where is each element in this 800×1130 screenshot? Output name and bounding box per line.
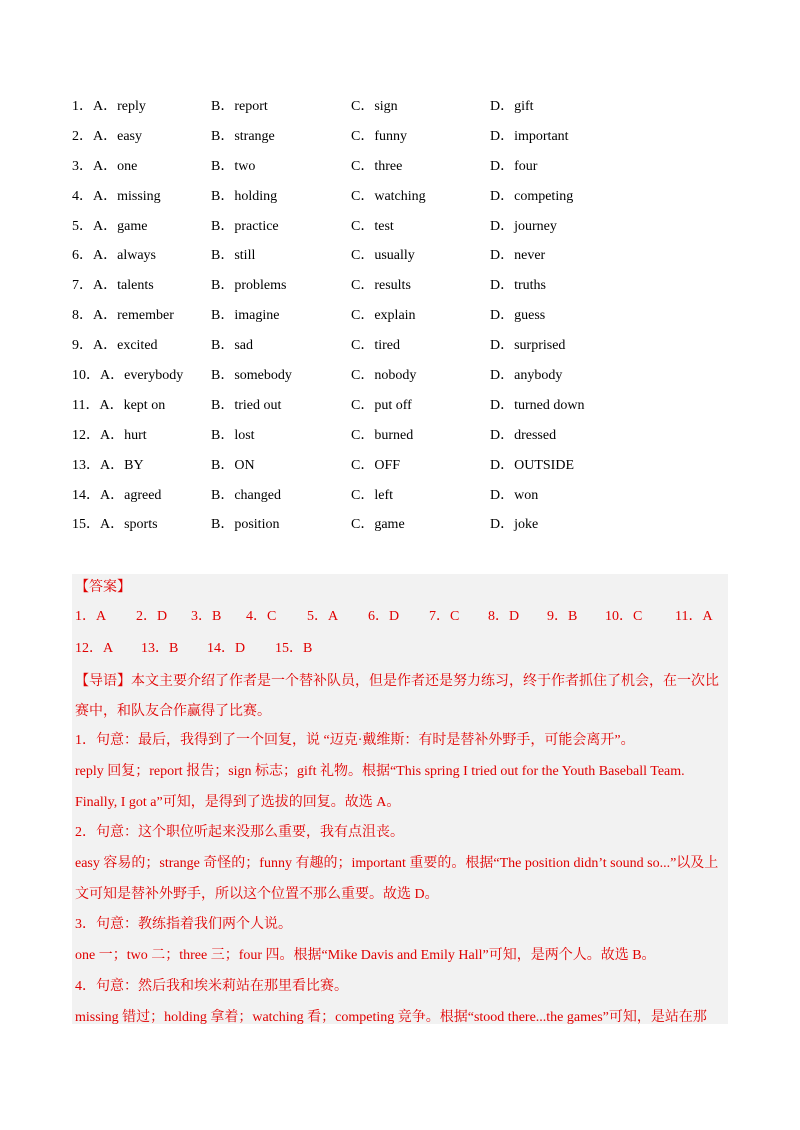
question-number: 15． — [72, 517, 100, 533]
option-row — [72, 122, 732, 152]
explanation-line: 2．句意：这个职位听起来没那么重要，我有点沮丧。 — [75, 825, 404, 840]
option-a — [72, 518, 158, 532]
question-number: 1． — [72, 98, 93, 114]
option-row — [72, 182, 732, 212]
question-number: 7． — [72, 278, 93, 294]
option-d: D．important — [490, 128, 569, 144]
explanation-line: 1．句意：最后，我得到了一个回复，说 “迈克·戴维斯：有时是替补外野手，可能会离开”。 — [75, 733, 635, 748]
option-row — [72, 361, 732, 391]
answer-key: 11．A — [675, 609, 713, 624]
question-number: 3． — [72, 158, 93, 174]
option-c: C．explain — [351, 308, 416, 324]
explanation-line: easy 容易的；strange 奇怪的；funny 有趣的；important 重要的。根据“The position didn’t sound so...”以及上 — [75, 856, 719, 871]
option-c: C．three — [351, 158, 403, 174]
option-b: B．position — [211, 517, 280, 533]
option-c: C．left — [351, 487, 393, 503]
options-list — [72, 92, 732, 540]
option-row — [72, 271, 732, 301]
option-d: D．joke — [490, 517, 539, 533]
answer-key: 15．B — [275, 641, 313, 656]
option-row — [72, 391, 732, 421]
option-a-text: A．hurt — [100, 427, 147, 443]
answer-section — [72, 574, 728, 1024]
explanation-line: reply 回复；report 报告；sign 标志；gift 礼物。根据“This spring I tried out for the Youth Baseball Team. — [75, 764, 685, 779]
question-number: 9． — [72, 338, 93, 354]
option-a-text: A．missing — [93, 188, 161, 204]
option-b: B．report — [211, 98, 268, 114]
option-b: B．tried out — [211, 397, 282, 413]
answer-key: 3．B — [191, 609, 222, 624]
option-a-text: A．kept on — [99, 397, 166, 413]
option-row — [72, 92, 732, 122]
answer-key: 2．D — [136, 609, 168, 624]
option-b: B．lost — [211, 427, 255, 443]
option-d: D．competing — [490, 188, 574, 204]
option-d: D．gift — [490, 98, 534, 114]
explanation-line: one 一；two 二；three 三；four 四。根据“Mike Davis and Emily Hall”可知，是两个人。故选 B。 — [75, 948, 656, 963]
option-row — [72, 152, 732, 182]
option-b: B．problems — [211, 278, 287, 294]
option-b: B．still — [211, 248, 256, 264]
answer-key: 14．D — [207, 641, 246, 656]
option-a-text: A．excited — [93, 338, 158, 354]
option-a-text: A．reply — [93, 98, 146, 114]
option-a-text: A．everybody — [100, 367, 184, 383]
option-c: C．watching — [351, 188, 426, 204]
answer-key: 10．C — [605, 609, 643, 624]
option-b: B．changed — [211, 487, 281, 503]
option-a — [72, 309, 174, 323]
option-b: B．sad — [211, 338, 253, 354]
option-row — [72, 301, 732, 331]
option-row — [72, 481, 732, 511]
answer-key: 4．C — [246, 609, 277, 624]
option-a-text: A．always — [93, 248, 156, 264]
option-b: B．imagine — [211, 308, 280, 324]
option-c: C．burned — [351, 427, 414, 443]
option-a — [72, 339, 158, 353]
option-row — [72, 451, 732, 481]
question-number: 2． — [72, 128, 93, 144]
option-a — [72, 279, 154, 293]
option-row — [72, 212, 732, 242]
option-b: B．ON — [211, 457, 255, 473]
option-c: C．put off — [351, 397, 412, 413]
option-a — [72, 369, 183, 383]
option-d: D．turned down — [490, 397, 585, 413]
question-number: 4． — [72, 188, 93, 204]
option-c: C．sign — [351, 98, 398, 114]
option-d: D．truths — [490, 278, 546, 294]
question-number: 8． — [72, 308, 93, 324]
explanation-line: Finally, I got a”可知，是得到了选拔的回复。故选 A。 — [75, 795, 401, 810]
option-c: C．funny — [351, 128, 407, 144]
option-c: C．results — [351, 278, 411, 294]
option-row — [72, 421, 732, 451]
option-a — [72, 459, 144, 473]
option-d: D．dressed — [490, 427, 557, 443]
answer-key: 13．B — [141, 641, 179, 656]
option-d: D．anybody — [490, 367, 563, 383]
option-b: B．somebody — [211, 367, 292, 383]
option-a — [72, 190, 161, 204]
question-number: 10． — [72, 367, 100, 383]
explanation-line: 文可知是替补外野手，所以这个位置不那么重要。故选 D。 — [75, 887, 439, 902]
option-a — [72, 249, 156, 263]
answer-key: 7．C — [429, 609, 460, 624]
intro-paragraph: 【导语】本文主要介绍了作者是一个替补队员，但是作者还是努力练习，终于作者抓住了机会，在一次比赛中，和队友合作赢得了比赛。 — [75, 674, 719, 719]
answer-key: 9．B — [547, 609, 578, 624]
option-row — [72, 510, 732, 540]
option-b: B．holding — [211, 188, 278, 204]
option-d: D．journey — [490, 218, 557, 234]
option-a — [72, 220, 147, 234]
question-number: 11． — [72, 397, 100, 413]
option-a-text: A．sports — [100, 517, 158, 533]
option-d: D．four — [490, 158, 538, 174]
option-a — [72, 399, 165, 413]
option-d: D．never — [490, 248, 546, 264]
option-a-text: A．talents — [93, 278, 154, 294]
answer-key: 12．A — [75, 641, 114, 656]
question-number: 13． — [72, 457, 100, 473]
option-c: C．nobody — [351, 367, 417, 383]
option-a-text: A．easy — [93, 128, 142, 144]
option-a-text: A．one — [93, 158, 138, 174]
explanation-line: 3．句意：教练指着我们两个人说。 — [75, 917, 292, 932]
option-b: B．two — [211, 158, 256, 174]
option-a-text: A．remember — [93, 308, 174, 324]
question-number: 14． — [72, 487, 100, 503]
option-d: D．won — [490, 487, 539, 503]
question-number: 12． — [72, 427, 100, 443]
option-b: B．strange — [211, 128, 275, 144]
option-c: C．test — [351, 218, 394, 234]
answer-key: 6．D — [368, 609, 400, 624]
option-a-text: A．game — [93, 218, 148, 234]
explanation-line: missing 错过；holding 拿着；watching 看；competing 竞争。根据“stood there...the games”可知，是站在那 — [75, 1010, 707, 1024]
question-number: 6． — [72, 248, 93, 264]
option-d: D．surprised — [490, 338, 566, 354]
question-number: 5． — [72, 218, 93, 234]
option-c: C．tired — [351, 338, 400, 354]
option-a — [72, 100, 146, 114]
option-d: D．OUTSIDE — [490, 457, 574, 473]
option-a — [72, 429, 147, 443]
explanation-line: 4．句意：然后我和埃米莉站在那里看比赛。 — [75, 979, 348, 994]
answer-key: 5．A — [307, 609, 339, 624]
option-row — [72, 331, 732, 361]
option-c: C．usually — [351, 248, 415, 264]
option-b: B．practice — [211, 218, 279, 234]
option-c: C．OFF — [351, 457, 401, 473]
option-c: C．game — [351, 517, 405, 533]
answer-heading: 【答案】 — [75, 580, 131, 595]
option-a — [72, 130, 142, 144]
option-a — [72, 489, 161, 503]
option-d: D．guess — [490, 308, 546, 324]
option-a-text: A．agreed — [100, 487, 162, 503]
option-row — [72, 241, 732, 271]
option-a-text: A．BY — [100, 457, 144, 473]
answer-key: 8．D — [488, 609, 520, 624]
option-a — [72, 160, 137, 174]
answer-key: 1．A — [75, 609, 107, 624]
